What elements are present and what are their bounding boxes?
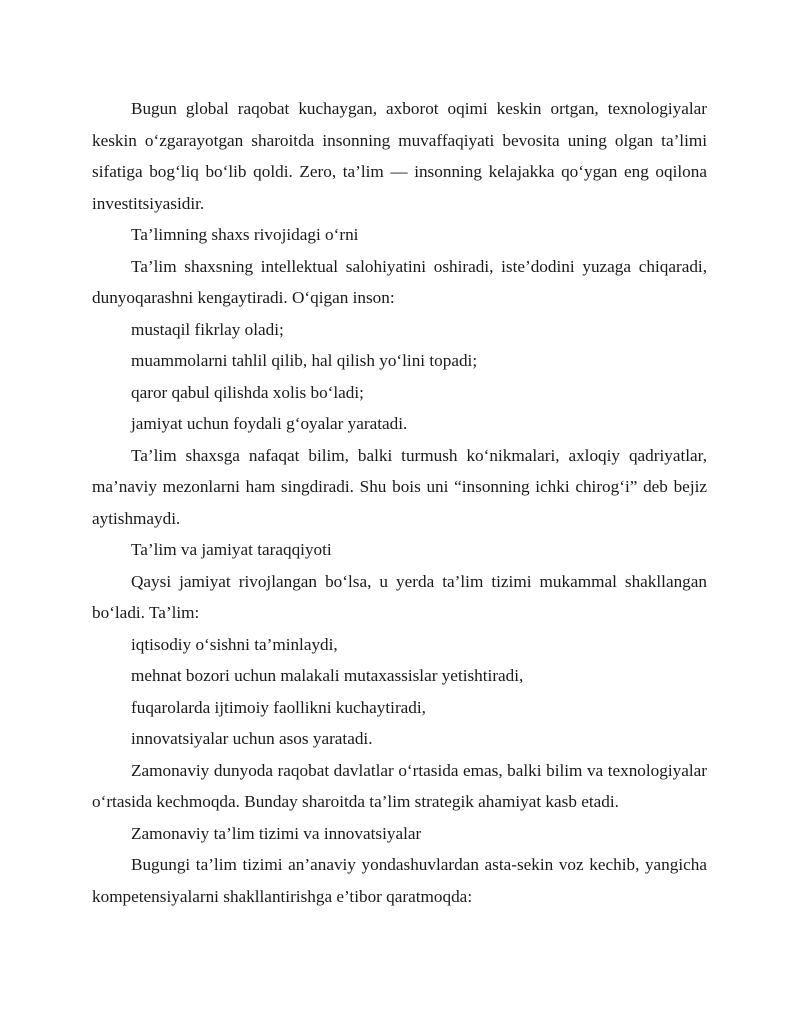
- list-item: innovatsiyalar uchun asos yaratadi.: [131, 729, 373, 748]
- paragraph-inner-light: Ta’lim shaxsga nafaqat bilim, balki turmush ko‘nikmalari, axloqiy qadriyatlar, ma’naviy mezonlarni ham singdiradi. Shu bois uni “insonning ichki chirog‘i” deb bejiz aytishmaydi.: [92, 445, 707, 528]
- list-item: jamiyat uchun foydali g‘oyalar yaratadi.: [131, 414, 408, 433]
- list-item: muammolarni tahlil qilib, hal qilish yo‘lini topadi;: [131, 351, 478, 370]
- section-heading-personal-development: Ta’limning shaxs rivojidagi o‘rni: [131, 225, 359, 244]
- paragraph-developed-society: Qaysi jamiyat rivojlangan bo‘lsa, u yerda ta’lim tizimi mukammal shakllangan bo‘ladi. Ta’lim:: [92, 571, 707, 622]
- paragraph-intellectual-potential: Ta’lim shaxsning intellektual salohiyatini oshiradi, iste’dodini yuzaga chiqaradi, dunyoqarashni kengaytiradi. O‘qigan inson:: [92, 256, 707, 307]
- section-heading-modern-education: Zamonaviy ta’lim tizimi va innovatsiyalar: [131, 823, 422, 843]
- list-item: mustaqil fikrlay oladi;: [131, 319, 284, 339]
- paragraph-modern-competition: Zamonaviy dunyoda raqobat davlatlar o‘rtasida emas, balki bilim va texnologiyalar o‘rtasida kechmoqda. Bunday sharoitda ta’lim strategik ahamiyat kasb etadi.: [92, 760, 707, 811]
- list-item: mehnat bozori uchun malakali mutaxassislar yetishtiradi,: [131, 666, 524, 685]
- intro-paragraph: Bugun global raqobat kuchaygan, axborot oqimi keskin ortgan, texnologiyalar keskin o‘zgarayotgan sharoitda insonning muvaffaqiyati bevosita uning olgan ta’limi sifatiga bog‘liq bo‘lib qoldi. Zero, ta’lim — insonning kelajakka qo‘ygan eng oqilona investitsiyasidir.: [92, 99, 707, 213]
- list-item: qaror qabul qilishda xolis bo‘ladi;: [131, 382, 364, 402]
- document-body: [92, 93, 707, 912]
- paragraph-new-competencies: Bugungi ta’lim tizimi an’anaviy yondashuvlardan asta-sekin voz kechib, yangicha kompetensiyalarni shakllantirishga e’tibor qaratmoqda:: [92, 855, 707, 906]
- list-item: fuqarolarda ijtimoiy faollikni kuchaytiradi,: [131, 697, 426, 717]
- section-heading-society-progress: Ta’lim va jamiyat taraqqiyoti: [131, 540, 332, 559]
- list-item: iqtisodiy o‘sishni ta’minlaydi,: [131, 634, 338, 654]
